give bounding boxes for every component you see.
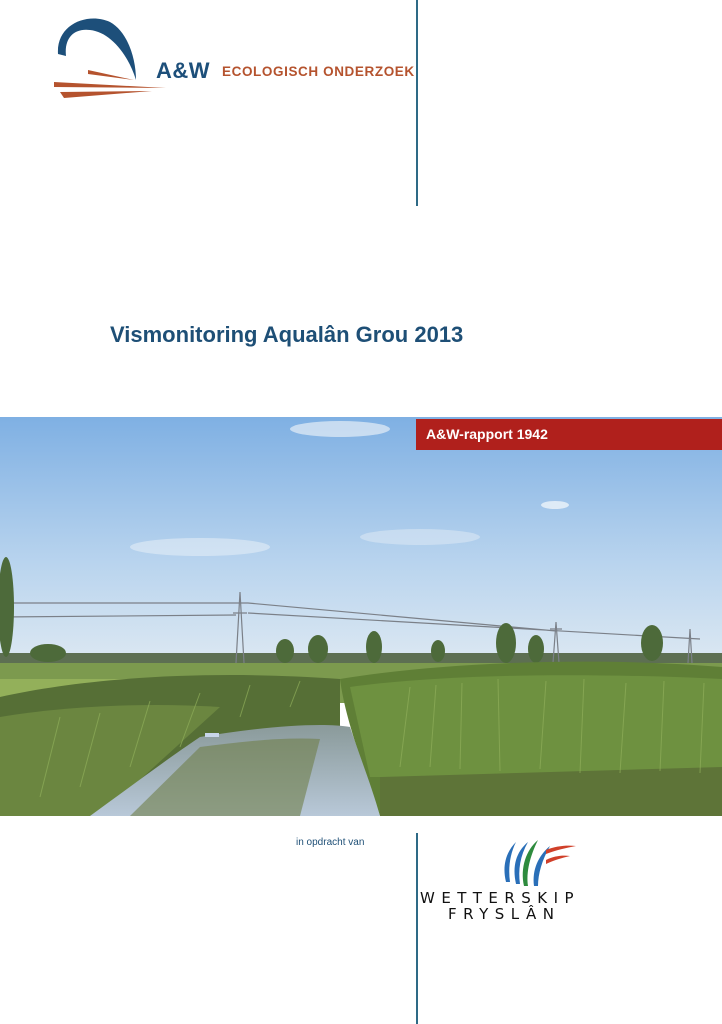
report-number-badge: A&W-rapport 1942 (416, 419, 722, 450)
aw-brand-subtitle: ECOLOGISCH ONDERZOEK (222, 64, 415, 79)
aw-logo-icon (48, 14, 408, 106)
cover-photo (0, 417, 722, 816)
commission-label: in opdracht van (296, 837, 365, 848)
client-name-line2: FRYSLÂN (448, 905, 561, 923)
vertical-divider-top (416, 0, 418, 206)
document-title: Vismonitoring Aqualân Grou 2013 (110, 322, 464, 347)
client-name-line1: WETTERSKIP (420, 889, 581, 907)
vertical-divider-bottom (416, 833, 418, 1024)
aw-brand-name: A&W (156, 58, 211, 83)
